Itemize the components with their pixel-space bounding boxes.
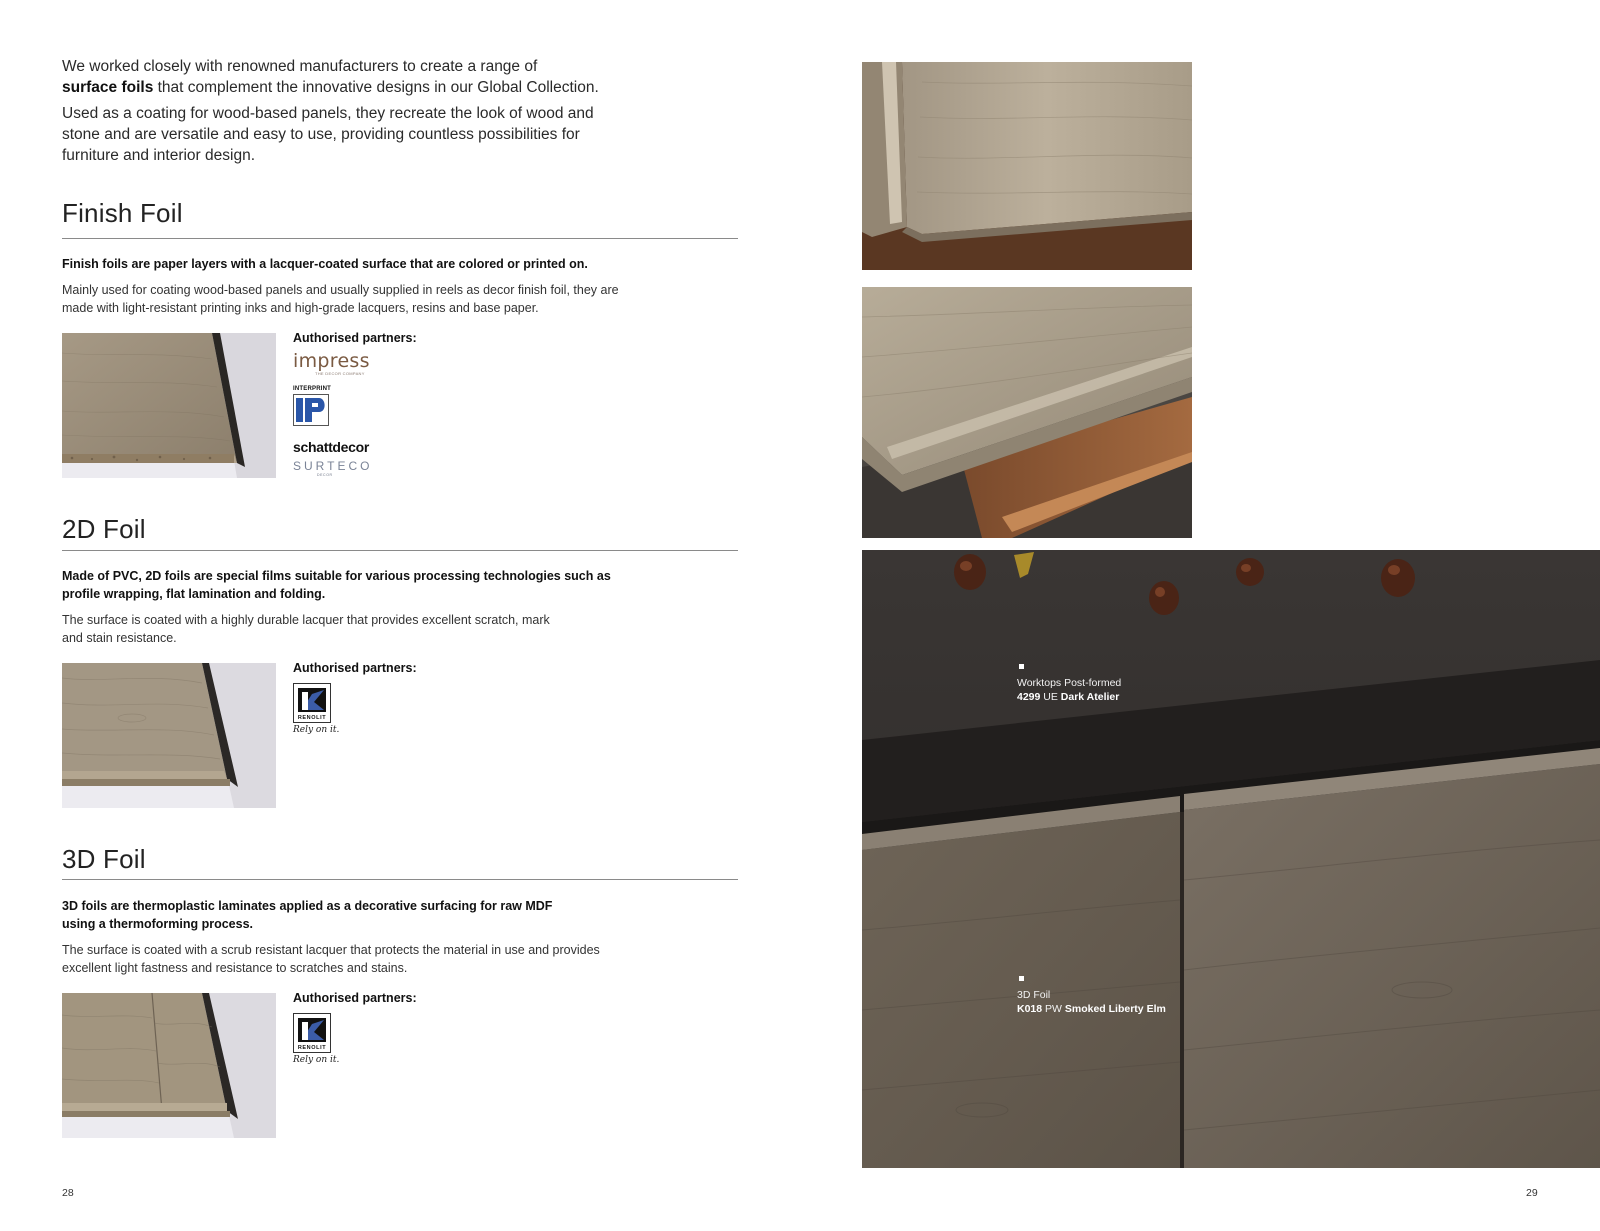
- section-divider: [62, 550, 738, 551]
- intro-bold-term: surface foils: [62, 79, 154, 96]
- 2d-foil-sample-image: [62, 663, 276, 808]
- caption-finish: PW: [1045, 1003, 1062, 1015]
- kitchen-worktop-photo: [862, 550, 1600, 1168]
- partners-heading: Authorised partners:: [293, 661, 417, 675]
- renolit-wordmark: RENOLIT: [297, 715, 327, 721]
- renolit-mark: [293, 683, 331, 723]
- caption-name: Dark Atelier: [1060, 691, 1120, 703]
- section-divider: [62, 879, 738, 880]
- renolit-wordmark: RENOLIT: [297, 1045, 327, 1051]
- renolit-tagline: Rely on it.: [293, 1055, 340, 1065]
- 3d-foil-sample-image: [62, 993, 276, 1138]
- intro-line-2: that complement the innovative designs in our Global Collection.: [153, 79, 599, 96]
- section-lead: Made of PVC, 2D foils are special films suitable for various processing technologies such as profile wrapping, flat lamination and folding.: [62, 569, 611, 601]
- caption-marker: [1019, 664, 1024, 669]
- schattdecor-logo: schattdecor: [293, 439, 370, 455]
- caption-worktop: [1017, 664, 1121, 704]
- impress-logo: [293, 351, 370, 376]
- caption-finish: UE: [1043, 691, 1058, 703]
- page-number-left: 28: [62, 1187, 74, 1199]
- finish-foil-sample-image: [62, 333, 276, 478]
- impress-tagline: THE DECOR COMPANY: [315, 371, 365, 376]
- section-divider: [62, 238, 738, 239]
- intro-line-1: We worked closely with renowned manufacturers to create a range of: [62, 58, 538, 75]
- caption-name: Smoked Liberty Elm: [1064, 1003, 1166, 1015]
- caption-product: [1017, 690, 1121, 704]
- renolit-tagline: Rely on it.: [293, 725, 340, 735]
- intro-paragraph-2: Used as a coating for wood-based panels, they recreate the look of wood and stone and are versatile and easy to use, providing countless possibilities for furniture and interior design.: [62, 105, 594, 164]
- section-body: Mainly used for coating wood-based panels and usually supplied in reels as decor finish foil, they are made with light-resistant printing inks and high-grade lacquers, resins and base paper.: [62, 283, 619, 315]
- caption-marker: [1019, 976, 1024, 981]
- section-title-3d-foil: 3D Foil: [62, 844, 146, 874]
- interprint-logo: [293, 386, 331, 426]
- caption-code: K018: [1017, 1003, 1043, 1015]
- surteco-logo: [293, 460, 372, 477]
- interprint-mark: [293, 394, 329, 426]
- partners-heading: Authorised partners:: [293, 991, 417, 1005]
- caption-3d-foil: [1017, 976, 1166, 1016]
- impress-wordmark: impress: [293, 350, 370, 372]
- intro-text: [62, 56, 622, 171]
- renolit-mark: [293, 1013, 331, 1053]
- caption-product: [1017, 1002, 1166, 1016]
- renolit-logo: [293, 1013, 339, 1065]
- section-lead: 3D foils are thermoplastic laminates applied as a decorative surfacing for raw MDF using a thermoforming process.: [62, 899, 553, 931]
- intro-paragraph-1: [62, 56, 622, 98]
- section-lead: Finish foils are paper layers with a lacquer-coated surface that are colored or printed on.: [62, 257, 588, 271]
- post-formed-panel-photo: [862, 62, 1192, 270]
- partners-heading: Authorised partners:: [293, 331, 417, 345]
- caption-code: 4299: [1017, 691, 1041, 703]
- section-body: The surface is coated with a highly durable lacquer that provides excellent scratch, mark and stain resistance.: [62, 613, 550, 645]
- page-number-right: 29: [1526, 1187, 1538, 1199]
- section-title-2d-foil: 2D Foil: [62, 514, 146, 544]
- surteco-wordmark: SURTECO: [293, 459, 373, 473]
- surteco-tagline: DECOR: [317, 473, 333, 477]
- foil-panels-stack-photo: [862, 287, 1192, 538]
- caption-label: Worktops Post-formed: [1017, 677, 1122, 689]
- section-body: The surface is coated with a scrub resistant lacquer that protects the material in use and provides excellent light fastness and resistance to scratches and stains.: [62, 943, 600, 975]
- caption-label: 3D Foil: [1017, 989, 1051, 1001]
- interprint-wordmark: INTERPRINT: [293, 386, 331, 392]
- section-title-finish-foil: Finish Foil: [62, 198, 183, 228]
- renolit-logo: [293, 683, 339, 735]
